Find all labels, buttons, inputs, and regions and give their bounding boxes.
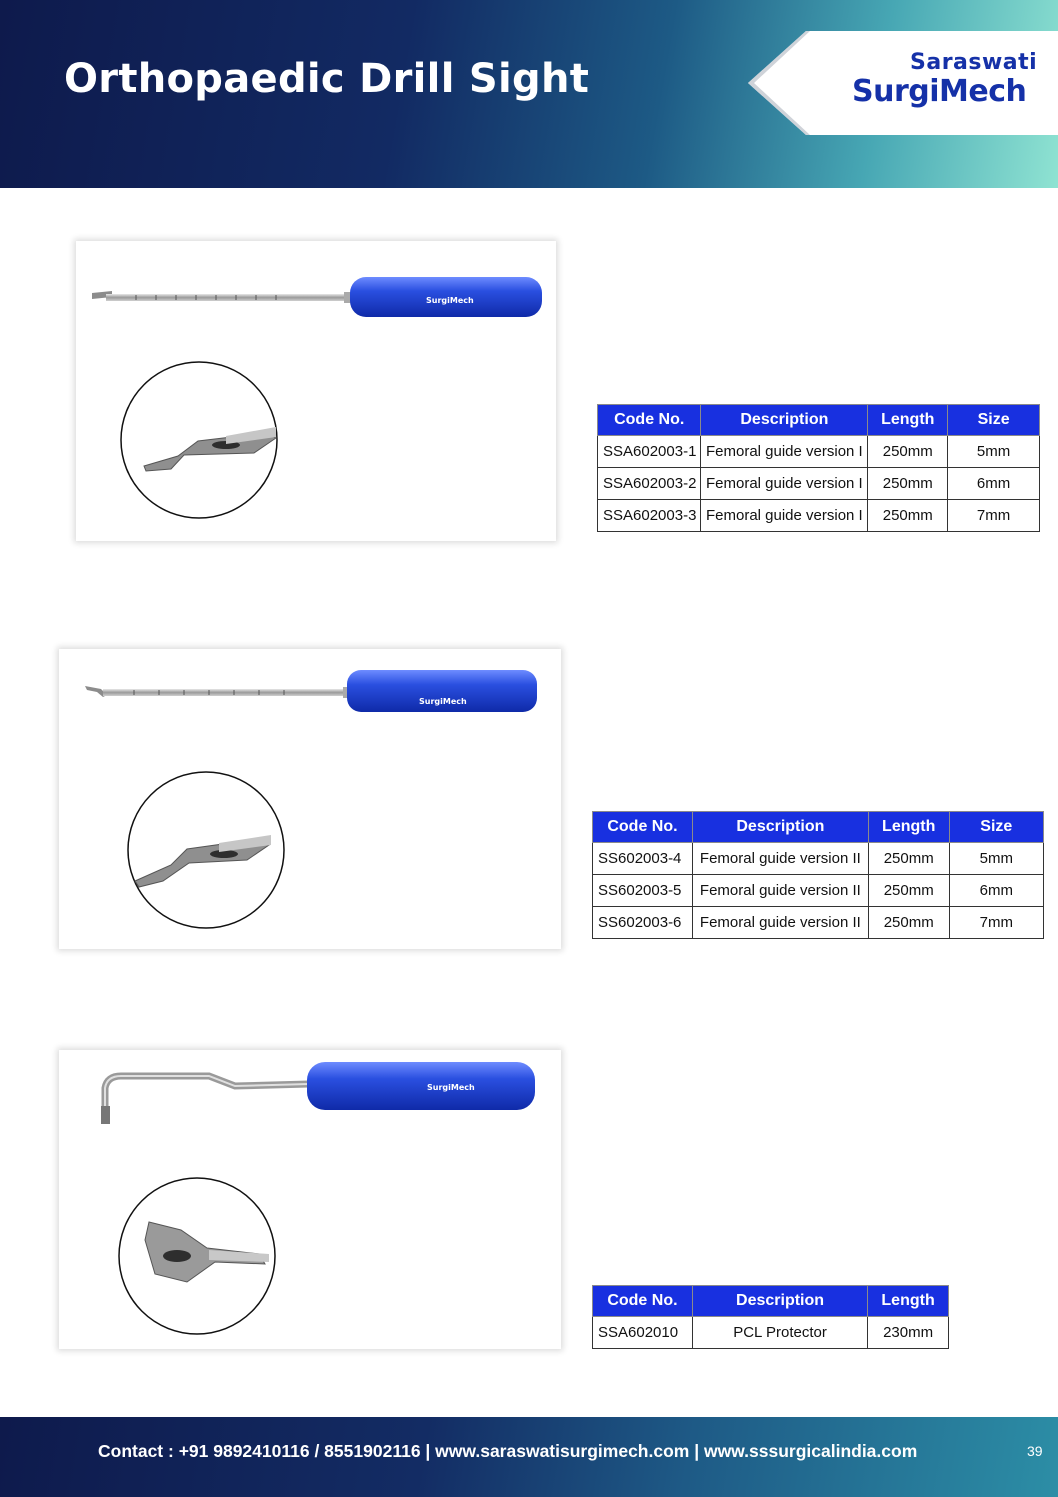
- cell-size: 5mm: [949, 843, 1043, 875]
- cell-size: 7mm: [948, 500, 1040, 532]
- table-header-row: [593, 812, 1044, 843]
- cell-description: Femoral guide version I: [701, 468, 868, 500]
- table-header-row: [593, 1286, 949, 1317]
- col-description: Description: [692, 1286, 867, 1317]
- table-row: [598, 436, 1040, 468]
- svg-text:SurgiMech: SurgiMech: [426, 296, 474, 305]
- col-description: Description: [701, 405, 868, 436]
- cell-description: Femoral guide version II: [692, 843, 868, 875]
- product-image-pcl-protector: [59, 1050, 561, 1349]
- cell-description: Femoral guide version II: [692, 875, 868, 907]
- cell-size: 6mm: [948, 468, 1040, 500]
- cell-description: Femoral guide version I: [701, 436, 868, 468]
- contact-info: Contact : +91 9892410116 / 8551902116 | www.saraswatisurgimech.com | www.sssurgicalindia.com: [98, 1441, 918, 1461]
- pcl-protector-illustration: [59, 1050, 561, 1349]
- cell-code: SS602003-4: [593, 843, 693, 875]
- drill-guide-illustration: [59, 649, 561, 949]
- col-length: Length: [868, 1286, 949, 1317]
- col-code: Code No.: [598, 405, 701, 436]
- cell-code: SSA602003-2: [598, 468, 701, 500]
- table-row: [598, 500, 1040, 532]
- cell-size: 6mm: [949, 875, 1043, 907]
- col-length: Length: [868, 812, 949, 843]
- col-description: Description: [692, 812, 868, 843]
- cell-code: SSA602003-3: [598, 500, 701, 532]
- cell-code: SS602003-6: [593, 907, 693, 939]
- cell-description: PCL Protector: [692, 1317, 867, 1349]
- col-size: Size: [948, 405, 1040, 436]
- cell-length: 250mm: [868, 843, 949, 875]
- col-length: Length: [868, 405, 948, 436]
- page-header: [0, 0, 1058, 188]
- cell-description: Femoral guide version I: [701, 500, 868, 532]
- table-header-row: [598, 405, 1040, 436]
- col-code: Code No.: [593, 812, 693, 843]
- cell-code: SS602003-5: [593, 875, 693, 907]
- page-footer: [0, 1417, 1058, 1497]
- cell-code: SSA602010: [593, 1317, 693, 1349]
- spec-table-3: [592, 1285, 949, 1349]
- cell-length: 230mm: [868, 1317, 949, 1349]
- cell-code: SSA602003-1: [598, 436, 701, 468]
- cell-length: 250mm: [868, 468, 948, 500]
- page-number: 39: [1027, 1443, 1043, 1459]
- cell-length: 250mm: [868, 436, 948, 468]
- table-row: [593, 1317, 949, 1349]
- cell-description: Femoral guide version II: [692, 907, 868, 939]
- page-title: Orthopaedic Drill Sight: [64, 56, 590, 102]
- logo-line1: Saraswati: [910, 50, 1038, 75]
- cell-length: 250mm: [868, 500, 948, 532]
- cell-length: 250mm: [868, 875, 949, 907]
- table-row: [598, 468, 1040, 500]
- col-size: Size: [949, 812, 1043, 843]
- table-row: [593, 843, 1044, 875]
- svg-text:SurgiMech: SurgiMech: [427, 1083, 475, 1092]
- spec-table-1: [597, 404, 1040, 532]
- logo-line2: SurgiMech: [852, 74, 1027, 109]
- col-code: Code No.: [593, 1286, 693, 1317]
- table-row: [593, 875, 1044, 907]
- spec-table-2: [592, 811, 1044, 939]
- product-image-femoral-guide-v2: [59, 649, 561, 949]
- cell-size: 7mm: [949, 907, 1043, 939]
- drill-guide-illustration: [76, 241, 556, 541]
- table-row: [593, 907, 1044, 939]
- cell-size: 5mm: [948, 436, 1040, 468]
- company-logo: [852, 50, 1038, 120]
- product-image-femoral-guide-v1: [76, 241, 556, 541]
- cell-length: 250mm: [868, 907, 949, 939]
- svg-text:SurgiMech: SurgiMech: [419, 697, 467, 706]
